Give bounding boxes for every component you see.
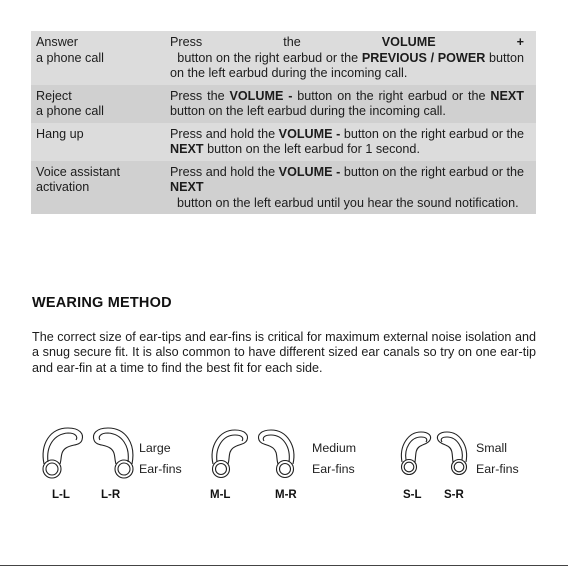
ear-fin-figure-small xyxy=(398,426,538,506)
table-row xyxy=(31,123,536,161)
row-label: Voice assistant activation xyxy=(36,164,121,194)
ear-fin-medium-icon xyxy=(207,424,299,484)
right-tag: S-R xyxy=(444,489,464,501)
caption-label: Ear-fins xyxy=(312,462,355,476)
size-label: Small xyxy=(476,441,507,455)
ear-fin-figure-medium xyxy=(207,424,377,504)
caption-label: Ear-fins xyxy=(476,462,519,476)
ear-fin-small-icon xyxy=(398,426,470,482)
section-heading: WEARING METHOD xyxy=(32,295,172,311)
size-label: Large xyxy=(139,441,171,455)
page-bottom-rule xyxy=(0,565,568,566)
right-tag: L-R xyxy=(101,489,121,501)
caption-label: Ear-fins xyxy=(139,462,182,476)
row-description: Press the VOLUME + button on the right earbud or the PREVIOUS / POWER button on the left earbud during the incoming call. xyxy=(170,35,524,80)
left-tag: L-L xyxy=(52,489,70,501)
row-label: Hang up xyxy=(36,126,84,141)
table-row xyxy=(31,85,536,123)
row-description: Press and hold the VOLUME - button on the right earbud or the NEXT button on the left earbud until you hear the sound notification. xyxy=(170,164,524,210)
row-description: Press the VOLUME - button on the right earbud or the NEXT button on the left earbud during the incoming call. xyxy=(170,88,524,118)
section-paragraph: The correct size of ear-tips and ear-fins is critical for maximum external noise isolation and a snug secure fit. It is also common to have different sized ear canals so try on one ear-tip and ear-fin at a time to find the best fit for each side. xyxy=(32,330,536,375)
right-tag: M-R xyxy=(275,489,297,501)
controls-table xyxy=(31,31,536,214)
left-tag: M-L xyxy=(210,489,231,501)
row-label: Reject a phone call xyxy=(36,88,104,118)
left-tag: S-L xyxy=(403,489,422,501)
table-row xyxy=(31,31,536,85)
table-row xyxy=(31,161,536,215)
ear-fin-large-icon xyxy=(38,424,138,484)
row-label: Answer a phone call xyxy=(36,35,104,65)
ear-fin-figure-large xyxy=(38,424,198,504)
row-description: Press and hold the VOLUME - button on the right earbud or the NEXT button on the left earbud for 1 second. xyxy=(170,126,524,156)
size-label: Medium xyxy=(312,441,357,455)
